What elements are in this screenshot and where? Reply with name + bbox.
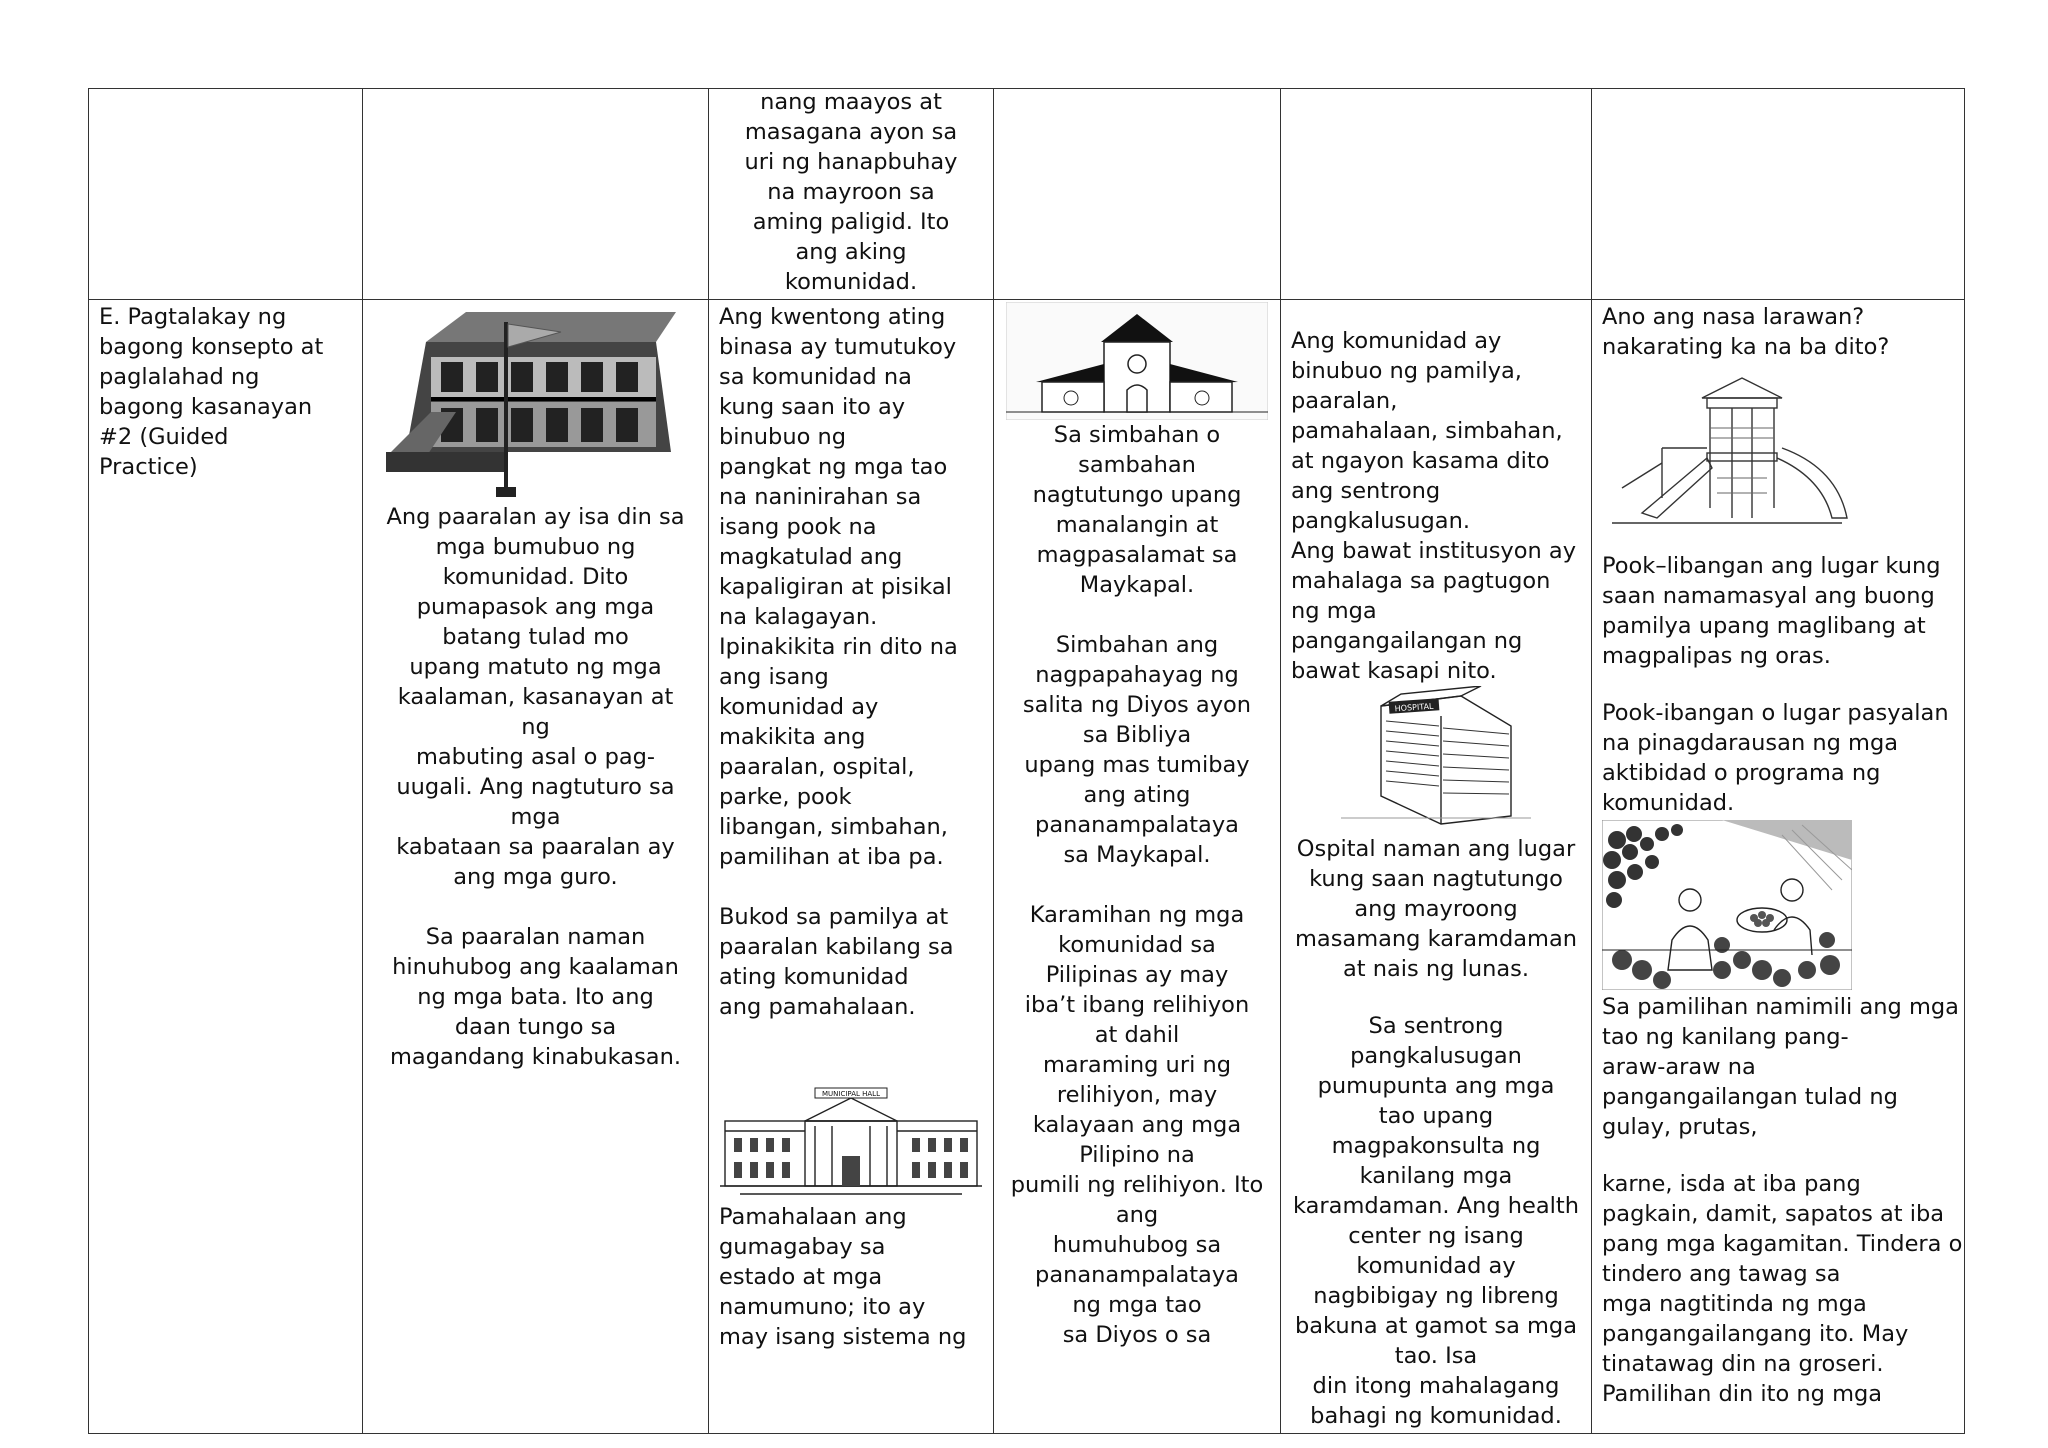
text-line: gulay, prutas, xyxy=(1602,1114,1758,1140)
text-line: pananampalataya xyxy=(1035,812,1239,838)
text-line: sa Maykapal. xyxy=(1063,842,1211,868)
table-row xyxy=(89,300,1965,1434)
text-line: na mayroon sa xyxy=(767,179,935,205)
text-line: Pilipino na xyxy=(1079,1142,1195,1168)
text-line: mahalaga sa pagtugon xyxy=(1291,568,1551,594)
text-line: Ang kwentong ating xyxy=(719,304,946,330)
text-line: kalayaan ang mga xyxy=(1032,1112,1242,1138)
church-text xyxy=(1004,420,1270,1350)
text-line: nagpapahayag ng xyxy=(1035,662,1239,688)
row1-col5-cell xyxy=(1281,89,1592,300)
hospital-text xyxy=(1291,834,1581,1431)
text-line: parke, pook xyxy=(719,784,852,810)
row2-col3-cell xyxy=(709,300,994,1434)
text-line: kung saan nagtutungo xyxy=(1309,866,1563,892)
text-line: ang mayroong xyxy=(1354,896,1518,922)
text-line: na kalagayan. xyxy=(719,604,878,630)
text-line: karne, isda at iba pang xyxy=(1602,1171,1861,1197)
text-line: komunidad. Dito xyxy=(442,564,629,590)
text-line: manalangin at xyxy=(1055,512,1219,538)
municipal-hall-illustration xyxy=(720,1086,982,1196)
community-text xyxy=(719,302,983,1022)
government-text xyxy=(719,1202,983,1352)
row1-col6-cell xyxy=(1592,89,1965,300)
text-line: iba’t ibang relihiyon xyxy=(1024,992,1250,1018)
text-line: binasa ay tumutukoy xyxy=(719,334,957,360)
text-line: Practice) xyxy=(99,454,198,480)
text-line: at dahil xyxy=(1094,1022,1180,1048)
text-line: ating komunidad xyxy=(719,964,909,990)
text-line: pamilihan at iba pa. xyxy=(719,844,944,870)
text-line: pananampalataya xyxy=(1035,1262,1239,1288)
text-line: humuhubog sa xyxy=(1052,1232,1222,1258)
text-line: at nais ng lunas. xyxy=(1342,956,1530,982)
municipal-hall-sign: MUNICIPAL HALL xyxy=(822,1090,880,1098)
text-line: tao. Isa xyxy=(1394,1343,1478,1369)
text-line: tao upang xyxy=(1378,1103,1494,1129)
text-line: Maykapal. xyxy=(1079,572,1195,598)
text-line: Ipinakikita rin dito na xyxy=(719,634,958,660)
row1-label-cell xyxy=(89,89,363,300)
text-line: Bukod sa pamilya at xyxy=(719,904,949,930)
text-line: kanilang mga xyxy=(1359,1163,1513,1189)
text-line: upang matuto ng mga xyxy=(409,654,662,680)
text-line: ng mga tao xyxy=(1072,1292,1202,1318)
text-line: batang tulad mo xyxy=(442,624,629,650)
text-line: relihiyon, may xyxy=(1056,1082,1218,1108)
paragraph-gap xyxy=(1602,671,1954,698)
text-line: kapaligiran at pisikal xyxy=(719,574,952,600)
text-line: komunidad ay xyxy=(719,694,879,720)
institutions-text xyxy=(1291,326,1581,686)
text-line: pumili ng relihiyon. Ito xyxy=(1010,1172,1264,1198)
text-line: Pilipinas ay may xyxy=(1045,962,1229,988)
text-line: tindero ang tawag sa xyxy=(1602,1261,1841,1287)
text-line: kung saan ito ay xyxy=(719,394,906,420)
paragraph-gap xyxy=(373,892,698,922)
text-line: pangkat ng mga tao xyxy=(719,454,948,480)
text-line: magkatulad ang xyxy=(719,544,903,570)
text-line: paglalahad ng xyxy=(99,364,260,390)
text-line: mabuting asal o pag- xyxy=(415,744,656,770)
hospital-sign: HOSPITAL xyxy=(1394,701,1434,714)
row1-col2-cell xyxy=(363,89,709,300)
text-line: upang mas tumibay xyxy=(1024,752,1250,778)
text-line: ang mga guro. xyxy=(453,864,618,890)
text-line: magpalipas ng oras. xyxy=(1602,643,1831,669)
text-line: sa Bibliya xyxy=(1082,722,1192,748)
text-line: ang xyxy=(1115,1202,1159,1228)
text-line: Ospital naman ang lugar xyxy=(1296,836,1576,862)
text-line: Sa sentrong xyxy=(1368,1013,1504,1039)
text-line: ang isang xyxy=(719,664,829,690)
text-line: paaralan, xyxy=(1291,388,1398,414)
text-line: magpasalamat sa xyxy=(1036,542,1238,568)
paragraph-gap xyxy=(719,872,983,902)
text-line: bagong konsepto at xyxy=(99,334,324,360)
table-row xyxy=(89,89,1965,300)
text-line: magpakonsulta ng xyxy=(1331,1133,1541,1159)
text-line: pangkalusugan. xyxy=(1291,508,1471,534)
text-line: tinatawag din na groseri. xyxy=(1602,1351,1884,1377)
text-line: pamahalaan, simbahan, xyxy=(1291,418,1563,444)
text-line: Pook-ibangan o lugar pasyalan xyxy=(1602,700,1949,726)
text-line: may isang sistema ng xyxy=(719,1324,967,1350)
text-line: sa komunidad na xyxy=(719,364,912,390)
text-line: maraming uri ng xyxy=(1042,1052,1232,1078)
text-line: ng mga xyxy=(1291,598,1377,624)
text-line: araw-araw na xyxy=(1602,1054,1756,1080)
text-line: komunidad ay xyxy=(1356,1253,1516,1279)
text-line: daan tungo sa xyxy=(454,1014,617,1040)
text-line: masagana ayon sa xyxy=(744,119,958,145)
text-line: E. Pagtalakay ng xyxy=(99,304,287,330)
text-line: nakarating ka na ba dito? xyxy=(1602,334,1890,360)
text-line: ang ating xyxy=(1083,782,1191,808)
hospital-illustration xyxy=(1341,686,1531,826)
text-line: Pook–libangan ang lugar kung xyxy=(1602,553,1941,579)
text-line: sa Diyos o sa xyxy=(1062,1322,1212,1348)
park-text xyxy=(1602,551,1954,818)
text-line: nang maayos at xyxy=(760,89,942,115)
row-label xyxy=(99,302,352,482)
text-line: sambahan xyxy=(1078,452,1196,478)
text-line: binubuo ng pamilya, xyxy=(1291,358,1522,384)
text-line: salita ng Diyos ayon xyxy=(1022,692,1252,718)
text-line: hinuhubog ang kaalaman xyxy=(392,954,679,980)
text-line: Simbahan ang xyxy=(1055,632,1219,658)
text-line: karamdaman. Ang health xyxy=(1292,1193,1580,1219)
paragraph-gap xyxy=(1291,984,1581,1011)
text-line: Ang komunidad ay xyxy=(1291,328,1502,354)
text-line: uugali. Ang nagtuturo sa xyxy=(396,774,675,800)
text-line: pumapasok ang mga xyxy=(416,594,655,620)
row2-col2-cell xyxy=(363,300,709,1434)
text-line: kaalaman, kasanayan at xyxy=(397,684,674,710)
text-line: mga nagtitinda ng mga xyxy=(1602,1291,1867,1317)
text-line: namumuno; ito ay xyxy=(719,1294,926,1320)
text-line: center ng isang xyxy=(1348,1223,1524,1249)
text-line: pangangailangan tulad ng xyxy=(1602,1084,1898,1110)
church-illustration xyxy=(1006,302,1268,420)
text-line: bakuna at gamot sa mga xyxy=(1294,1313,1577,1339)
text-line: pangangailangan ng xyxy=(1291,628,1523,654)
text-line: uri ng hanapbuhay xyxy=(744,149,958,175)
school-text xyxy=(373,502,698,1072)
text-line: Ano ang nasa larawan? xyxy=(1602,304,1865,330)
text-line: ang aking xyxy=(795,239,907,265)
text-line: mga xyxy=(510,804,561,830)
text-line: saan namamasyal ang buong xyxy=(1602,583,1935,609)
text-line: ng xyxy=(521,714,550,740)
text-line: Pamahalaan ang xyxy=(719,1204,907,1230)
text-line: pangangailangang ito. May xyxy=(1602,1321,1909,1347)
text-line: isang pook na xyxy=(719,514,877,540)
text-line: #2 (Guided xyxy=(99,424,229,450)
text-line: pangkalusugan xyxy=(1350,1043,1522,1069)
text-line: tao ng kanilang pang- xyxy=(1602,1024,1849,1050)
text-line: pang mga kagamitan. Tindera o xyxy=(1602,1231,1963,1257)
row2-label-cell xyxy=(89,300,363,1434)
text-line: mga bumubuo ng xyxy=(435,534,636,560)
question-text xyxy=(1602,302,1954,362)
text-line: pumupunta ang mga xyxy=(1317,1073,1555,1099)
row2-col4-cell xyxy=(994,300,1281,1434)
paragraph-gap xyxy=(1602,1142,1954,1169)
text-line: na naninirahan sa xyxy=(719,484,922,510)
text-line: Karamihan ng mga xyxy=(1029,902,1245,928)
text-line: Sa simbahan o xyxy=(1053,422,1221,448)
text-line: na pinagdarausan ng mga xyxy=(1602,730,1899,756)
text-line: Sa pamilihan namimili ang mga xyxy=(1602,994,1959,1020)
text-line: pagkain, damit, sapatos at iba xyxy=(1602,1201,1945,1227)
school-building-illustration xyxy=(386,302,686,502)
text-line: bagong kasanayan xyxy=(99,394,313,420)
text-line: komunidad. xyxy=(1602,790,1735,816)
row2-col6-cell xyxy=(1592,300,1965,1434)
market-illustration xyxy=(1602,820,1852,990)
text-line: makikita ang xyxy=(719,724,866,750)
text-line: at ngayon kasama dito xyxy=(1291,448,1550,474)
text-line: bawat kasapi nito. xyxy=(1291,658,1497,684)
text-line: pamilya upang maglibang at xyxy=(1602,613,1926,639)
text-line: ng mga bata. Ito ang xyxy=(417,984,654,1010)
market-text xyxy=(1602,992,1963,1409)
row1-col3-cell xyxy=(709,89,994,300)
text-line: ang sentrong xyxy=(1291,478,1441,504)
text-line: Pamilihan din ito ng mga xyxy=(1602,1381,1883,1407)
row2-col5-cell xyxy=(1281,300,1592,1434)
text-line: Ang bawat institusyon ay xyxy=(1291,538,1577,564)
text-line: bahagi ng komunidad. xyxy=(1310,1403,1562,1429)
text-line: nagtutungo upang xyxy=(1032,482,1242,508)
row1-col4-cell xyxy=(994,89,1281,300)
text-line: komunidad sa xyxy=(1058,932,1216,958)
text-line: masamang karamdaman xyxy=(1294,926,1578,952)
text-line: komunidad. xyxy=(784,269,918,295)
text-line: nagbibigay ng libreng xyxy=(1313,1283,1559,1309)
text-line: din itong mahalagang xyxy=(1312,1373,1560,1399)
paragraph-gap xyxy=(1004,870,1270,900)
text-line: paaralan kabilang sa xyxy=(719,934,954,960)
paragraph-gap xyxy=(1004,600,1270,630)
text-line: paaralan, ospital, xyxy=(719,754,915,780)
text-line: binubuo ng xyxy=(719,424,847,450)
text-line: gumagabay sa xyxy=(719,1234,886,1260)
text-line: libangan, simbahan, xyxy=(719,814,948,840)
text-line: estado at mga xyxy=(719,1264,883,1290)
playground-illustration xyxy=(1602,368,1852,533)
text-line: Sa paaralan naman xyxy=(425,924,646,950)
lesson-plan-table xyxy=(88,88,1965,1434)
text-line: ang pamahalaan. xyxy=(719,994,916,1020)
text-line: magandang kinabukasan. xyxy=(389,1044,682,1070)
text-line: aktibidad o programa ng xyxy=(1602,760,1881,786)
text-line: aming paligid. Ito xyxy=(752,209,950,235)
text-line: kabataan sa paaralan ay xyxy=(396,834,675,860)
text-line: Ang paaralan ay isa din sa xyxy=(386,504,685,530)
row1-col3-text xyxy=(719,89,983,298)
